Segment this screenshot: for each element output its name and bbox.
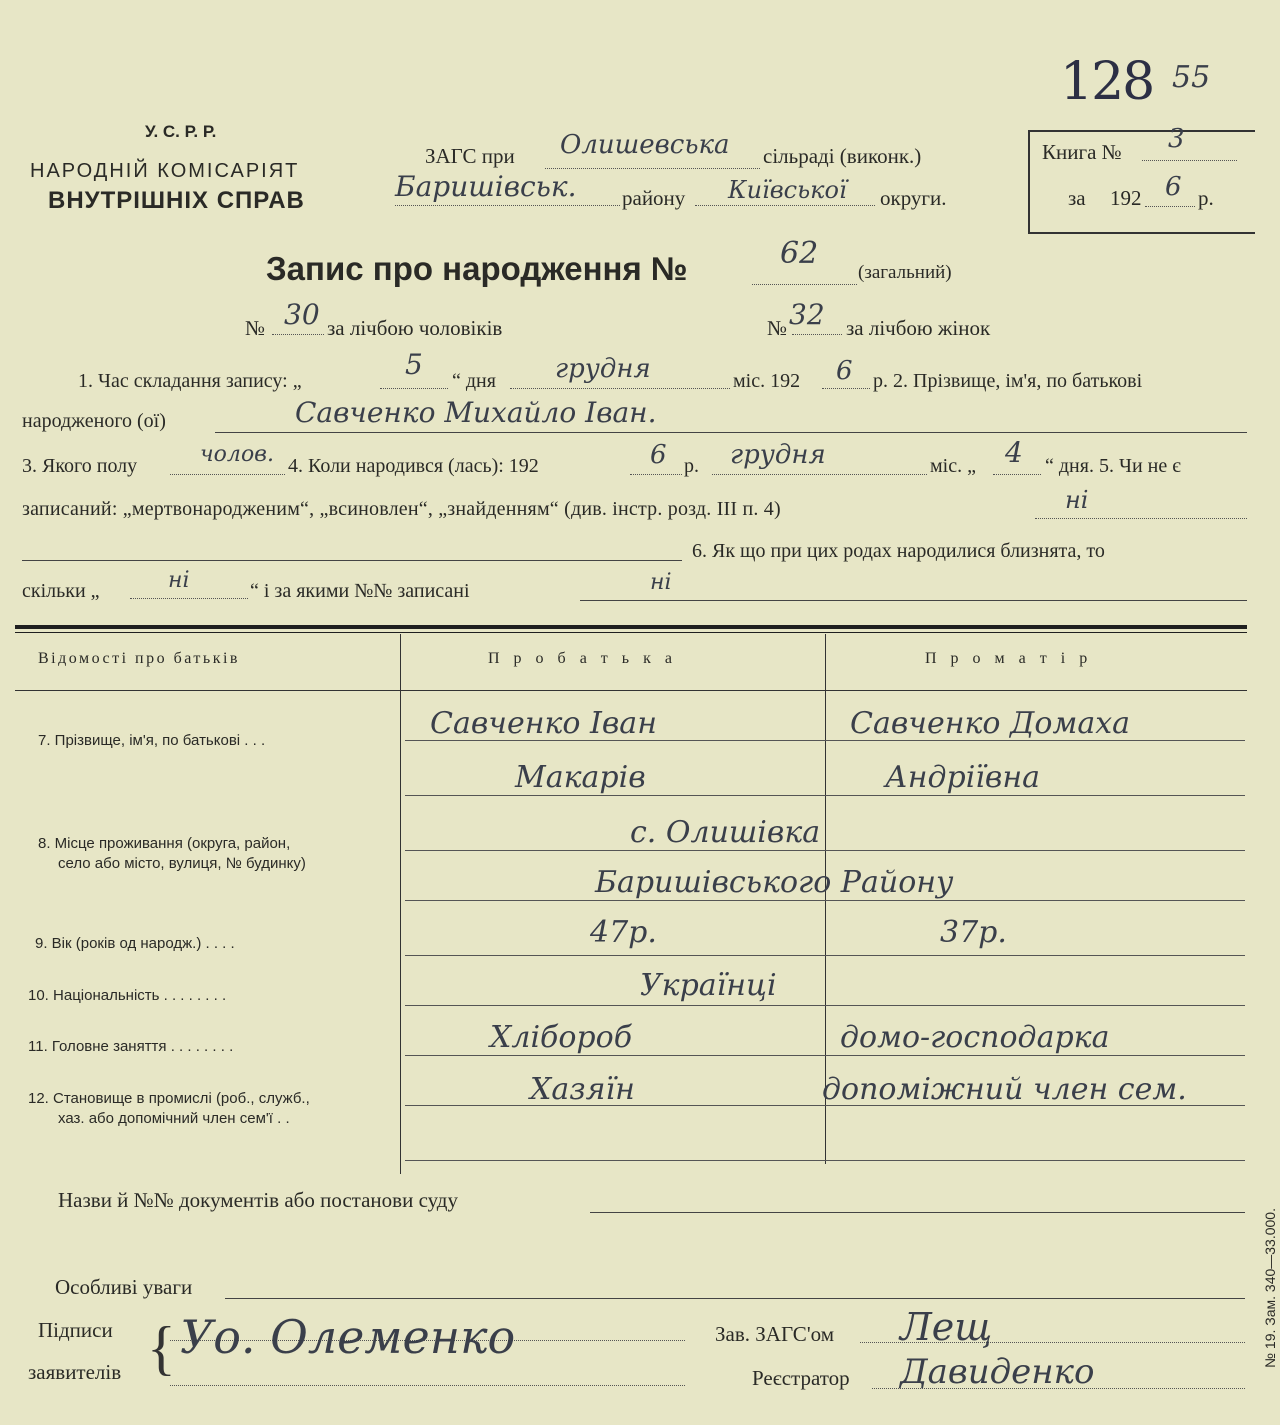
sex-handwritten: чолов. [200,442,274,467]
row8-label-1: 8. Місце проживання (округа, район, [38,835,291,852]
record-number-handwritten: 62 [780,236,819,271]
brace: { [147,1315,176,1381]
nationality: Українці [640,968,777,1003]
day-handwritten: 5 [405,348,423,381]
mother-position: допоміжний член сем. [822,1072,1187,1107]
line5-text-a: 6. Як що при цих родах народилися близнята, то [692,540,1105,562]
line6-text-a: скільки „ [22,580,100,602]
line1-text-a: 1. Час складання запису: „ [78,370,302,392]
mother-occupation: домо-господарка [840,1020,1110,1055]
female-num-sign: № [767,316,788,340]
residence-2: Баришівського Району [595,865,954,900]
zags-head-label: Зав. ЗАГС'ом [715,1322,834,1346]
registrar-label: Реєстратор [752,1366,850,1390]
line1-text-c: міс. 192 [733,370,801,392]
col3-header: П р о м а т і р [925,650,1093,667]
mother-name-2: Андріївна [885,760,1040,795]
line3-text-b: 4. Коли народився (лась): 192 [288,455,539,477]
year-digit-handwritten: 6 [1165,172,1182,202]
remarks-label: Особливі уваги [55,1275,193,1299]
ussr-label: У. С. Р. Р. [145,122,217,141]
mother-name-1: Савченко Домаха [850,706,1131,741]
row10-label: 10. Національність . . . . . . . . [28,987,227,1004]
female-count-handwritten: 32 [789,298,825,331]
documents-label: Назви й №№ документів або постанови суду [58,1188,458,1212]
archive-number-suffix: 55 [1172,60,1211,95]
line4-text-a: записаний: „мертвонародженим“, „всиновлен“, „знайденням“ (див. інстр. розд. III п. 4) [22,498,781,520]
line3-text-c: р. [684,455,699,477]
year-prefix: за [1068,186,1086,210]
general-label: (загальний) [858,262,952,283]
line3-text-a: 3. Якого полу [22,455,138,477]
line3-text-d: міс. „ [930,455,976,477]
commissariat-line1: НАРОДНІЙ КОМІСАРІЯТ [30,160,300,182]
applicant-signature: Уо. Олеменко [180,1310,516,1364]
line3-text-e: “ дня. 5. Чи не є [1045,455,1181,477]
zags-suffix: сільраді (виконк.) [763,144,922,168]
line6-text-b: “ і за якими №№ записані [250,580,470,602]
col1-header: Відомості про батьків [38,650,240,667]
book-number-handwritten: 3 [1168,124,1185,154]
record-title: Запис про народження № [266,250,688,287]
year-192: 192 [1110,186,1142,210]
raion-handwritten: Баришівськ. [395,170,577,203]
column-divider-1 [400,634,401,1174]
father-occupation: Хлібороб [490,1020,633,1055]
row11-label: 11. Головне заняття . . . . . . . . [28,1038,234,1055]
raion-label: району [622,186,686,210]
not-recorded-handwritten: ні [1065,486,1089,514]
father-age: 47р. [590,915,657,950]
col2-header: П р о б а т ь к а [488,650,677,667]
line2-text-a: народженого (ої) [22,410,166,432]
record-year-handwritten: 6 [836,356,853,386]
okrug-handwritten: Київської [728,176,847,204]
signatures-label-1: Підписи [38,1318,113,1342]
table-top-rule [15,625,1247,629]
row7-label: 7. Прізвище, ім'я, по батькові . . . [38,732,266,749]
male-count-handwritten: 30 [284,298,320,331]
male-num-sign: № [245,316,266,340]
father-name-2: Макарів [515,760,646,795]
father-name-1: Савченко Іван [430,706,657,741]
line1-text-b: “ дня [452,370,496,392]
commissariat-line2: ВНУТРІШНІХ СПРАВ [48,187,305,214]
registrar-signature: Давиденко [900,1352,1095,1392]
print-code: № 19. Зам. 340—33.000. [1262,1208,1278,1368]
row12-label-1: 12. Становище в промислі (роб., служб., [28,1090,310,1107]
row9-label: 9. Вік (років од народж.) . . . . [35,935,235,952]
signatures-label-2: заявителів [28,1360,122,1384]
twins-count-handwritten: ні [168,568,190,593]
month-handwritten: грудня [555,354,651,384]
mother-age: 37р. [940,915,1007,950]
row12-label-2: хаз. або допомічний член сем'ї . . [58,1110,290,1127]
female-count-label: за лічбою жінок [846,316,991,340]
residence-1: с. Олишівка [630,815,821,850]
book-label: Книга № [1042,140,1122,164]
okrug-label: округи. [880,186,947,210]
year-suffix: р. [1198,186,1214,210]
archive-number: 128 [1060,52,1154,112]
village-handwritten: Олишевська [560,130,730,160]
birth-month-handwritten: грудня [730,440,826,470]
father-position: Хазяїн [530,1072,635,1107]
line1-text-d: р. 2. Прізвище, ім'я, по батькові [873,370,1143,392]
birth-day-handwritten: 4 [1005,436,1023,469]
zags-head-signature: Лещ [900,1305,993,1349]
birth-year-handwritten: 6 [650,440,667,470]
zags-prefix: ЗАГС при [425,144,515,168]
row8-label-2: село або місто, вулиця, № будинку) [58,855,306,872]
twins-numbers-handwritten: ні [650,570,672,595]
male-count-label: за лічбою чоловіків [327,316,503,340]
child-name-handwritten: Савченко Михайло Іван. [295,396,657,429]
